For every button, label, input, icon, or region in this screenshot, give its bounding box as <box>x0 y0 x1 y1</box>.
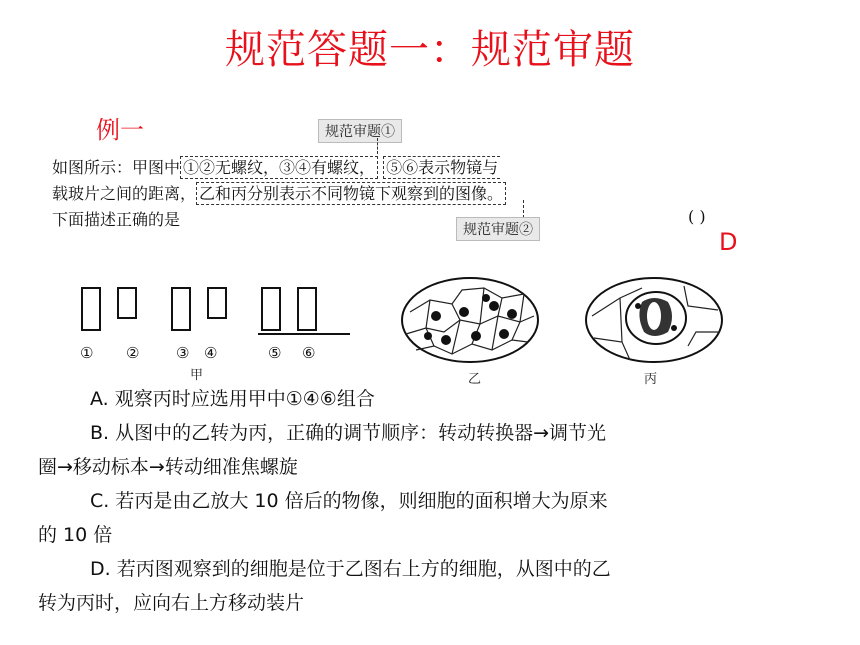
answer-letter: D <box>719 228 738 256</box>
stem-highlight-2: ⑤⑥表示物镜与 <box>383 156 500 179</box>
label-5: ⑤ <box>268 344 282 362</box>
stem-highlight-3: 乙和丙分别表示不同物镜下观察到的图像。 <box>196 182 506 205</box>
caption-yi: 乙 <box>468 372 482 387</box>
field-of-view-bing <box>584 276 724 366</box>
lens-4-short-threaded <box>208 288 226 318</box>
option-b-line-1: B. 从图中的乙转为丙，正确的调节顺序：转动转换器→调节光 <box>90 422 607 444</box>
page-title: 规范答题一：规范审题 <box>225 27 635 73</box>
label-2: ② <box>126 344 140 362</box>
label-4: ④ <box>204 344 218 362</box>
stem-line-1 <box>52 155 500 178</box>
label-6: ⑥ <box>302 344 316 362</box>
review-tag-1: 规范审题① <box>318 119 402 143</box>
stem-line1-prefix: 如图所示：甲图中 <box>52 158 181 177</box>
lens-5 <box>262 288 280 330</box>
lens-2-short-plain <box>118 288 136 318</box>
review-tag-2: 规范审题② <box>456 217 540 241</box>
label-1: ① <box>80 344 94 362</box>
lens-3-long-threaded <box>172 288 190 330</box>
lens-1-long-plain <box>82 288 100 330</box>
tag2-leader-line <box>523 200 524 218</box>
objective-lens-diagram <box>70 278 360 378</box>
caption-jia: 甲 <box>190 368 204 383</box>
stem-line2-prefix: 载玻片之间的距离， <box>52 184 197 203</box>
option-c-line-1: C. 若丙是由乙放大 10 倍后的物像，则细胞的面积增大为原来 <box>90 490 608 512</box>
caption-bing: 丙 <box>644 372 658 387</box>
stem-line-3: 下面描述正确的是 <box>52 210 181 229</box>
label-3: ③ <box>176 344 190 362</box>
option-a: A. 观察丙时应选用甲中①④⑥组合 <box>90 388 375 410</box>
option-d-line-2: 转为丙时，应向右上方移动装片 <box>38 592 305 614</box>
field-of-view-yi <box>400 276 540 366</box>
option-c-line-2: 的 10 倍 <box>38 524 113 546</box>
option-d-line-1: D. 若丙图观察到的细胞是位于乙图右上方的细胞，从图中的乙 <box>90 558 611 580</box>
answer-parentheses: ( ) <box>688 207 706 226</box>
lens-6 <box>298 288 316 330</box>
option-b-line-2: 圈→移动标本→转动细准焦螺旋 <box>38 456 298 478</box>
stem-line-2 <box>52 181 506 204</box>
tag1-leader-line <box>377 138 378 154</box>
stem-highlight-1: ①②无螺纹，③④有螺纹， <box>180 156 378 179</box>
example-label: 例一 <box>96 116 144 144</box>
